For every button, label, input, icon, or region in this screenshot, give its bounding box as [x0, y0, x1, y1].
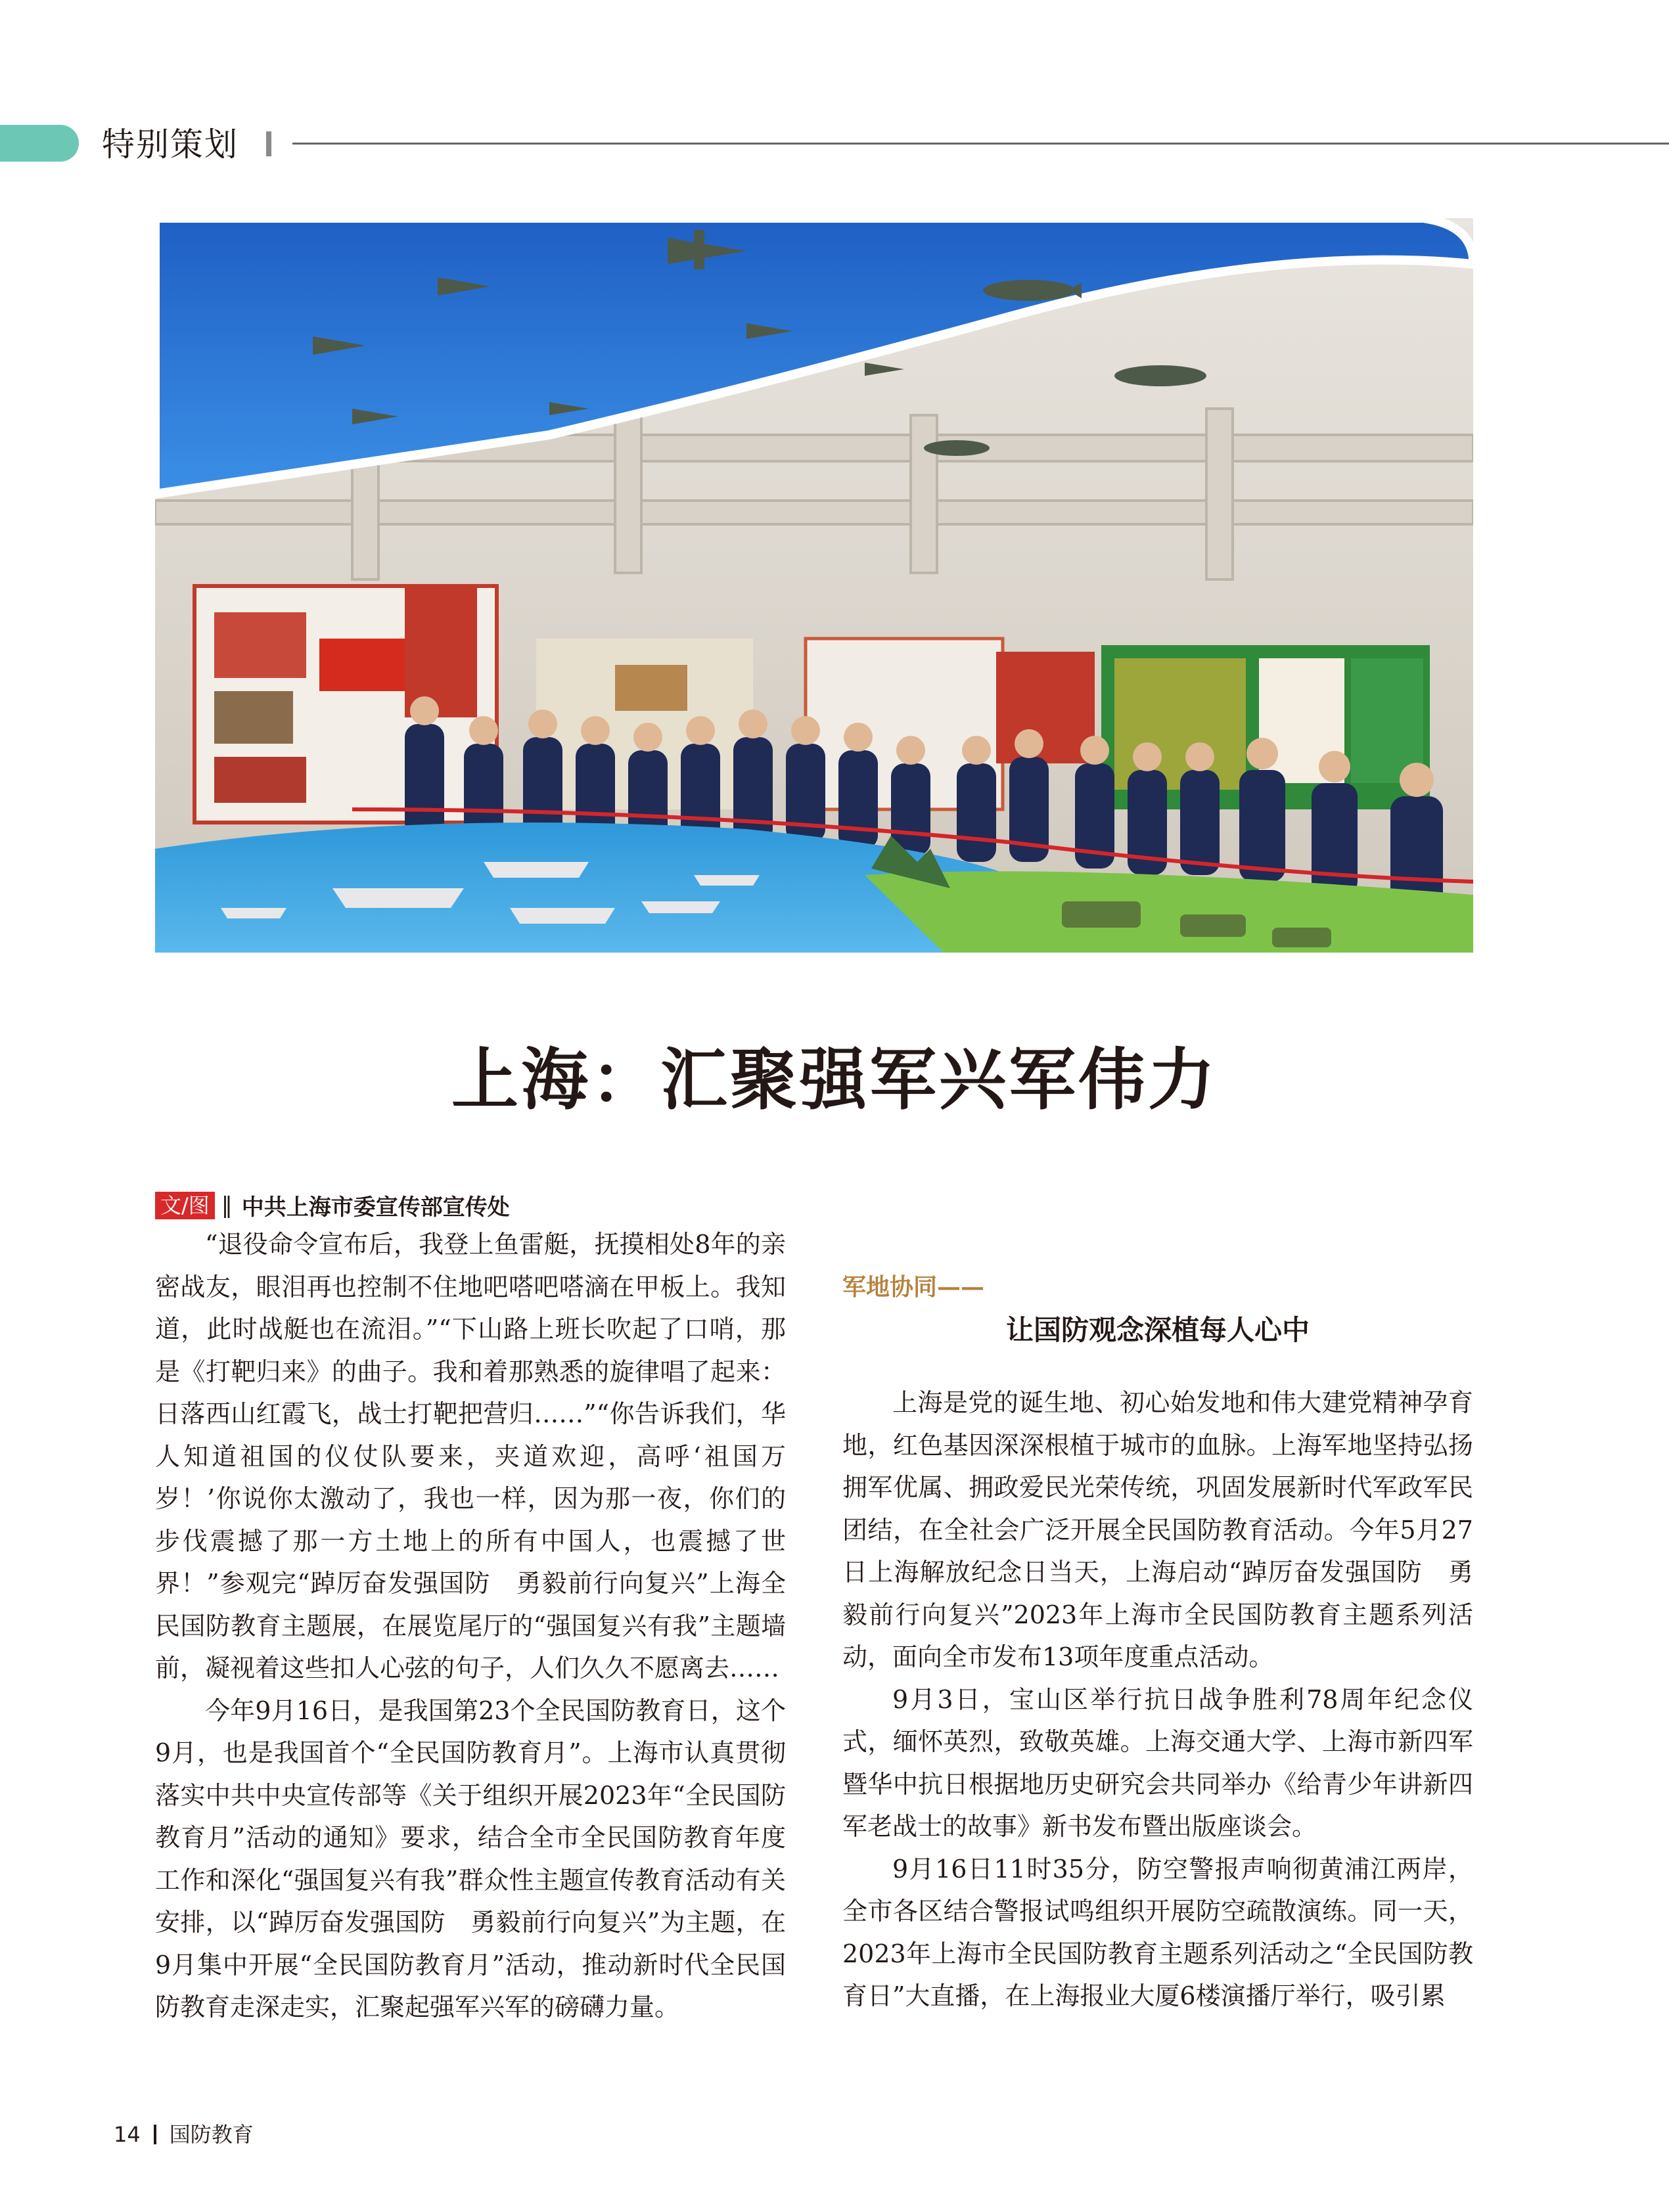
magazine-name: 国防教育 — [169, 2122, 254, 2147]
page-number: 14 — [114, 2122, 141, 2147]
paragraph: 9月3日，宝山区举行抗日战争胜利78周年纪念仪式，缅怀英烈，致敬英雄。上海交通大学、上海市新四军暨华中抗日根据地历史研究会共同举办《给青少年讲新四军老战士的故事》新书发布暨出版座谈会。 — [842, 1684, 1473, 1841]
section-label: 特别策划 — [102, 125, 239, 164]
header-rule — [292, 143, 1669, 145]
article-title: 上海：汇聚强军兴军伟力 — [451, 1041, 1218, 1119]
byline — [155, 1189, 510, 1222]
section-divider — [266, 131, 271, 156]
byline-separator: ‖ — [221, 1192, 233, 1219]
page-footer — [114, 2117, 254, 2151]
footer-divider — [154, 2125, 156, 2144]
subsection-kicker: 军地协同—— — [842, 1273, 985, 1301]
byline-author: 中共上海市委宣传部宣传处 — [241, 1194, 510, 1221]
subsection-title: 让国防观念深植每人心中 — [1005, 1314, 1310, 1346]
exhibition-photo — [155, 218, 1473, 953]
byline-tag: 文/图 — [155, 1192, 215, 1219]
paragraph: 9月16日11时35分，防空警报声响彻黄浦江两岸，全市各区结合警报试鸣组织开展防空疏散演练。同一天，2023年上海市全民国防教育主题系列活动之“全民国防教育日”大直播，在上海报业大厦6楼演播厅举行，吸引累 — [842, 1854, 1473, 2010]
paragraph: 上海是党的诞生地、初心始发地和伟大建党精神孕育地，红色基因深深根植于城市的血脉。上海军地坚持弘扬拥军优属、拥政爱民光荣传统，巩固发展新时代军政军民团结，在全社会广泛开展全民国防教育活动。今年5月27日上海解放纪念日当天，上海启动“踔厉奋发强国防 勇毅前行向复兴”2023年上海市全民国防教育主题系列活动，面向全市发布13项年度重点活动。 — [842, 1388, 1473, 1671]
left-column — [155, 1223, 786, 2029]
paragraph: “退役命令宣布后，我登上鱼雷艇，抚摸相处8年的亲密战友，眼泪再也控制不住地吧嗒吧嗒滴在甲板上。我知道，此时战艇也在流泪。”“下山路上班长吹起了口哨，那是《打靶归来》的曲子。我和着那熟悉的旋律唱了起来：日落西山红霞飞，战士打靶把营归……”“你告诉我们，华人知道祖国的仪仗队要来，夹道欢迎，高呼‘祖国万岁！’你说你太激动了，我也一样，因为那一夜，你们的步伐震撼了那一方土地上的所有中国人，也震撼了世界！”参观完“踔厉奋发强国防 勇毅前行向复兴”上海全民国防教育主题展，在展览尾厅的“强国复兴有我”主题墙前，凝视着这些扣人心弦的句子，人们久久不愿离去…… — [155, 1230, 786, 1682]
paragraph: 今年9月16日，是我国第23个全民国防教育日，这个9月，也是我国首个“全民国防教育月”。上海市认真贯彻落实中共中央宣传部等《关于组织开展2023年“全民国防教育月”活动的通知》要求，结合全市全民国防教育年度工作和深化“强国复兴有我”群众性主题宣传教育活动有关安排，以“踔厉奋发强国防 勇毅前行向复兴”为主题，在9月集中开展“全民国防教育月”活动，推动新时代全民国防教育走深走实，汇聚起强军兴军的磅礴力量。 — [155, 1696, 786, 2021]
section-pill — [0, 125, 79, 162]
right-column — [842, 1382, 1473, 2018]
